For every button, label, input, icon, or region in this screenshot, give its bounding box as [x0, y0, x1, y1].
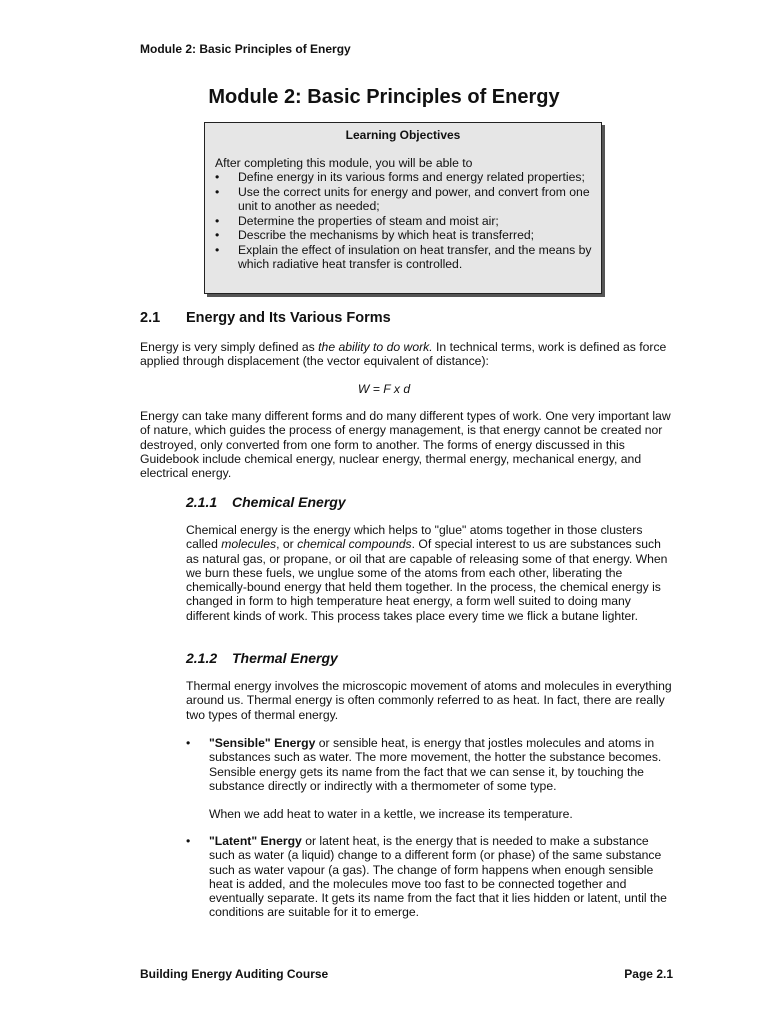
page-title: Module 2: Basic Principles of Energy — [208, 86, 560, 108]
sensible-example: When we add heat to water in a kettle, we increase its temperature. — [209, 807, 573, 822]
objective-item: • Explain the effect of insulation on heat transfer, and the means by which radiative heat transfer is controlled. — [215, 243, 595, 272]
subsection-number: 2.1.1 — [186, 494, 218, 510]
footer-course: Building Energy Auditing Course — [140, 967, 329, 981]
text-run: or latent heat, is the energy that is needed to make a substance such as water (a liquid) change to a different form (or phase) of the same substance such as water vapour (a gas). The change of form happens when enough sensible heat is added, and the molecules move too fast to be connected together and eventually separate. It gets its name from the fact that it lies hidden or latent, until the conditions are suitable for it to emerge. — [209, 834, 667, 920]
chemical-energy-paragraph — [186, 523, 674, 623]
text-run: , or — [276, 537, 298, 552]
objective-item: • Determine the properties of steam and moist air; — [215, 214, 595, 229]
learning-objectives-box — [204, 122, 602, 294]
emphasis-text: the ability to do work. — [318, 340, 433, 354]
sensible-energy-bullet — [186, 736, 676, 821]
energy-definition-paragraph — [140, 340, 680, 369]
objectives-heading: Learning Objectives — [345, 128, 461, 142]
section-heading — [140, 310, 391, 326]
bullet-marker: • — [186, 834, 191, 848]
objective-item: • Use the correct units for energy and power, and convert from one unit to another as needed; — [215, 185, 595, 214]
subsection-title: Thermal Energy — [232, 650, 338, 666]
text-run: Chemical energy is the energy which helps to "glue" atoms together in those clusters called — [186, 523, 643, 552]
bullet-text — [209, 834, 676, 920]
objective-item: • Define energy in its various forms and energy related properties; — [215, 170, 595, 185]
term-latent: "Latent" Energy — [209, 834, 302, 848]
emphasis-text: chemical compounds — [297, 537, 412, 552]
objectives-list — [215, 170, 595, 272]
thermal-energy-paragraph: Thermal energy involves the microscopic movement of atoms and molecules in everything around us. Thermal energy is often commonly referred to as heat. In fact, there are really two types of thermal energy. — [186, 679, 672, 722]
subsection-heading-chemical — [186, 494, 346, 510]
term-sensible: "Sensible" Energy — [209, 736, 316, 750]
running-header: Module 2: Basic Principles of Energy — [140, 42, 351, 56]
footer-page-number: Page 2.1 — [624, 967, 673, 981]
work-formula: W = F x d — [357, 382, 411, 396]
subsection-heading-thermal — [186, 650, 338, 666]
energy-forms-paragraph: Energy can take many different forms and do many different types of work. One very important law of nature, which guides the process of energy management, is that energy cannot be created nor destroyed, only converted from one form to another. The forms of energy discussed in this Guidebook include chemical energy, nuclear energy, thermal energy, mechanical energy, and electrical energy. — [140, 409, 671, 481]
subsection-title: Chemical Energy — [232, 494, 346, 510]
text-run: . Of special interest to us are substances such as natural gas, or propane, or oil that are capable of releasing some of that energy. When we burn these fuels, we unglue some of the atoms from each other, liberating the chemically-bound energy that held them together. In the process, the chemical energy is changed in form to high temperature heat energy, a form well suited to doing many different kinds of work. This process takes place every time we flick a butane lighter. — [186, 537, 668, 623]
latent-energy-bullet — [186, 834, 676, 920]
text-run: In technical terms, work is defined as force applied through displacement (the vector equivalent of distance): — [140, 340, 667, 369]
section-title: Energy and Its Various Forms — [186, 310, 391, 326]
text-run: Energy is very simply defined as — [140, 340, 319, 354]
bullet-text — [209, 736, 676, 793]
objectives-intro: After completing this module, you will be able to — [215, 156, 473, 170]
bullet-marker: • — [186, 736, 191, 750]
subsection-number: 2.1.2 — [186, 650, 218, 666]
emphasis-text: molecules — [221, 537, 277, 552]
section-number: 2.1 — [140, 310, 161, 326]
text-run: or sensible heat, is energy that jostles molecules and atoms in substances such as water. The more movement, the hotter the substance becomes. Sensible energy gets its name from the fact that we can sense it, by touching the substance directly or indirectly with a thermometer of some type. — [209, 736, 662, 793]
objective-item: • Describe the mechanisms by which heat is transferred; — [215, 228, 595, 243]
